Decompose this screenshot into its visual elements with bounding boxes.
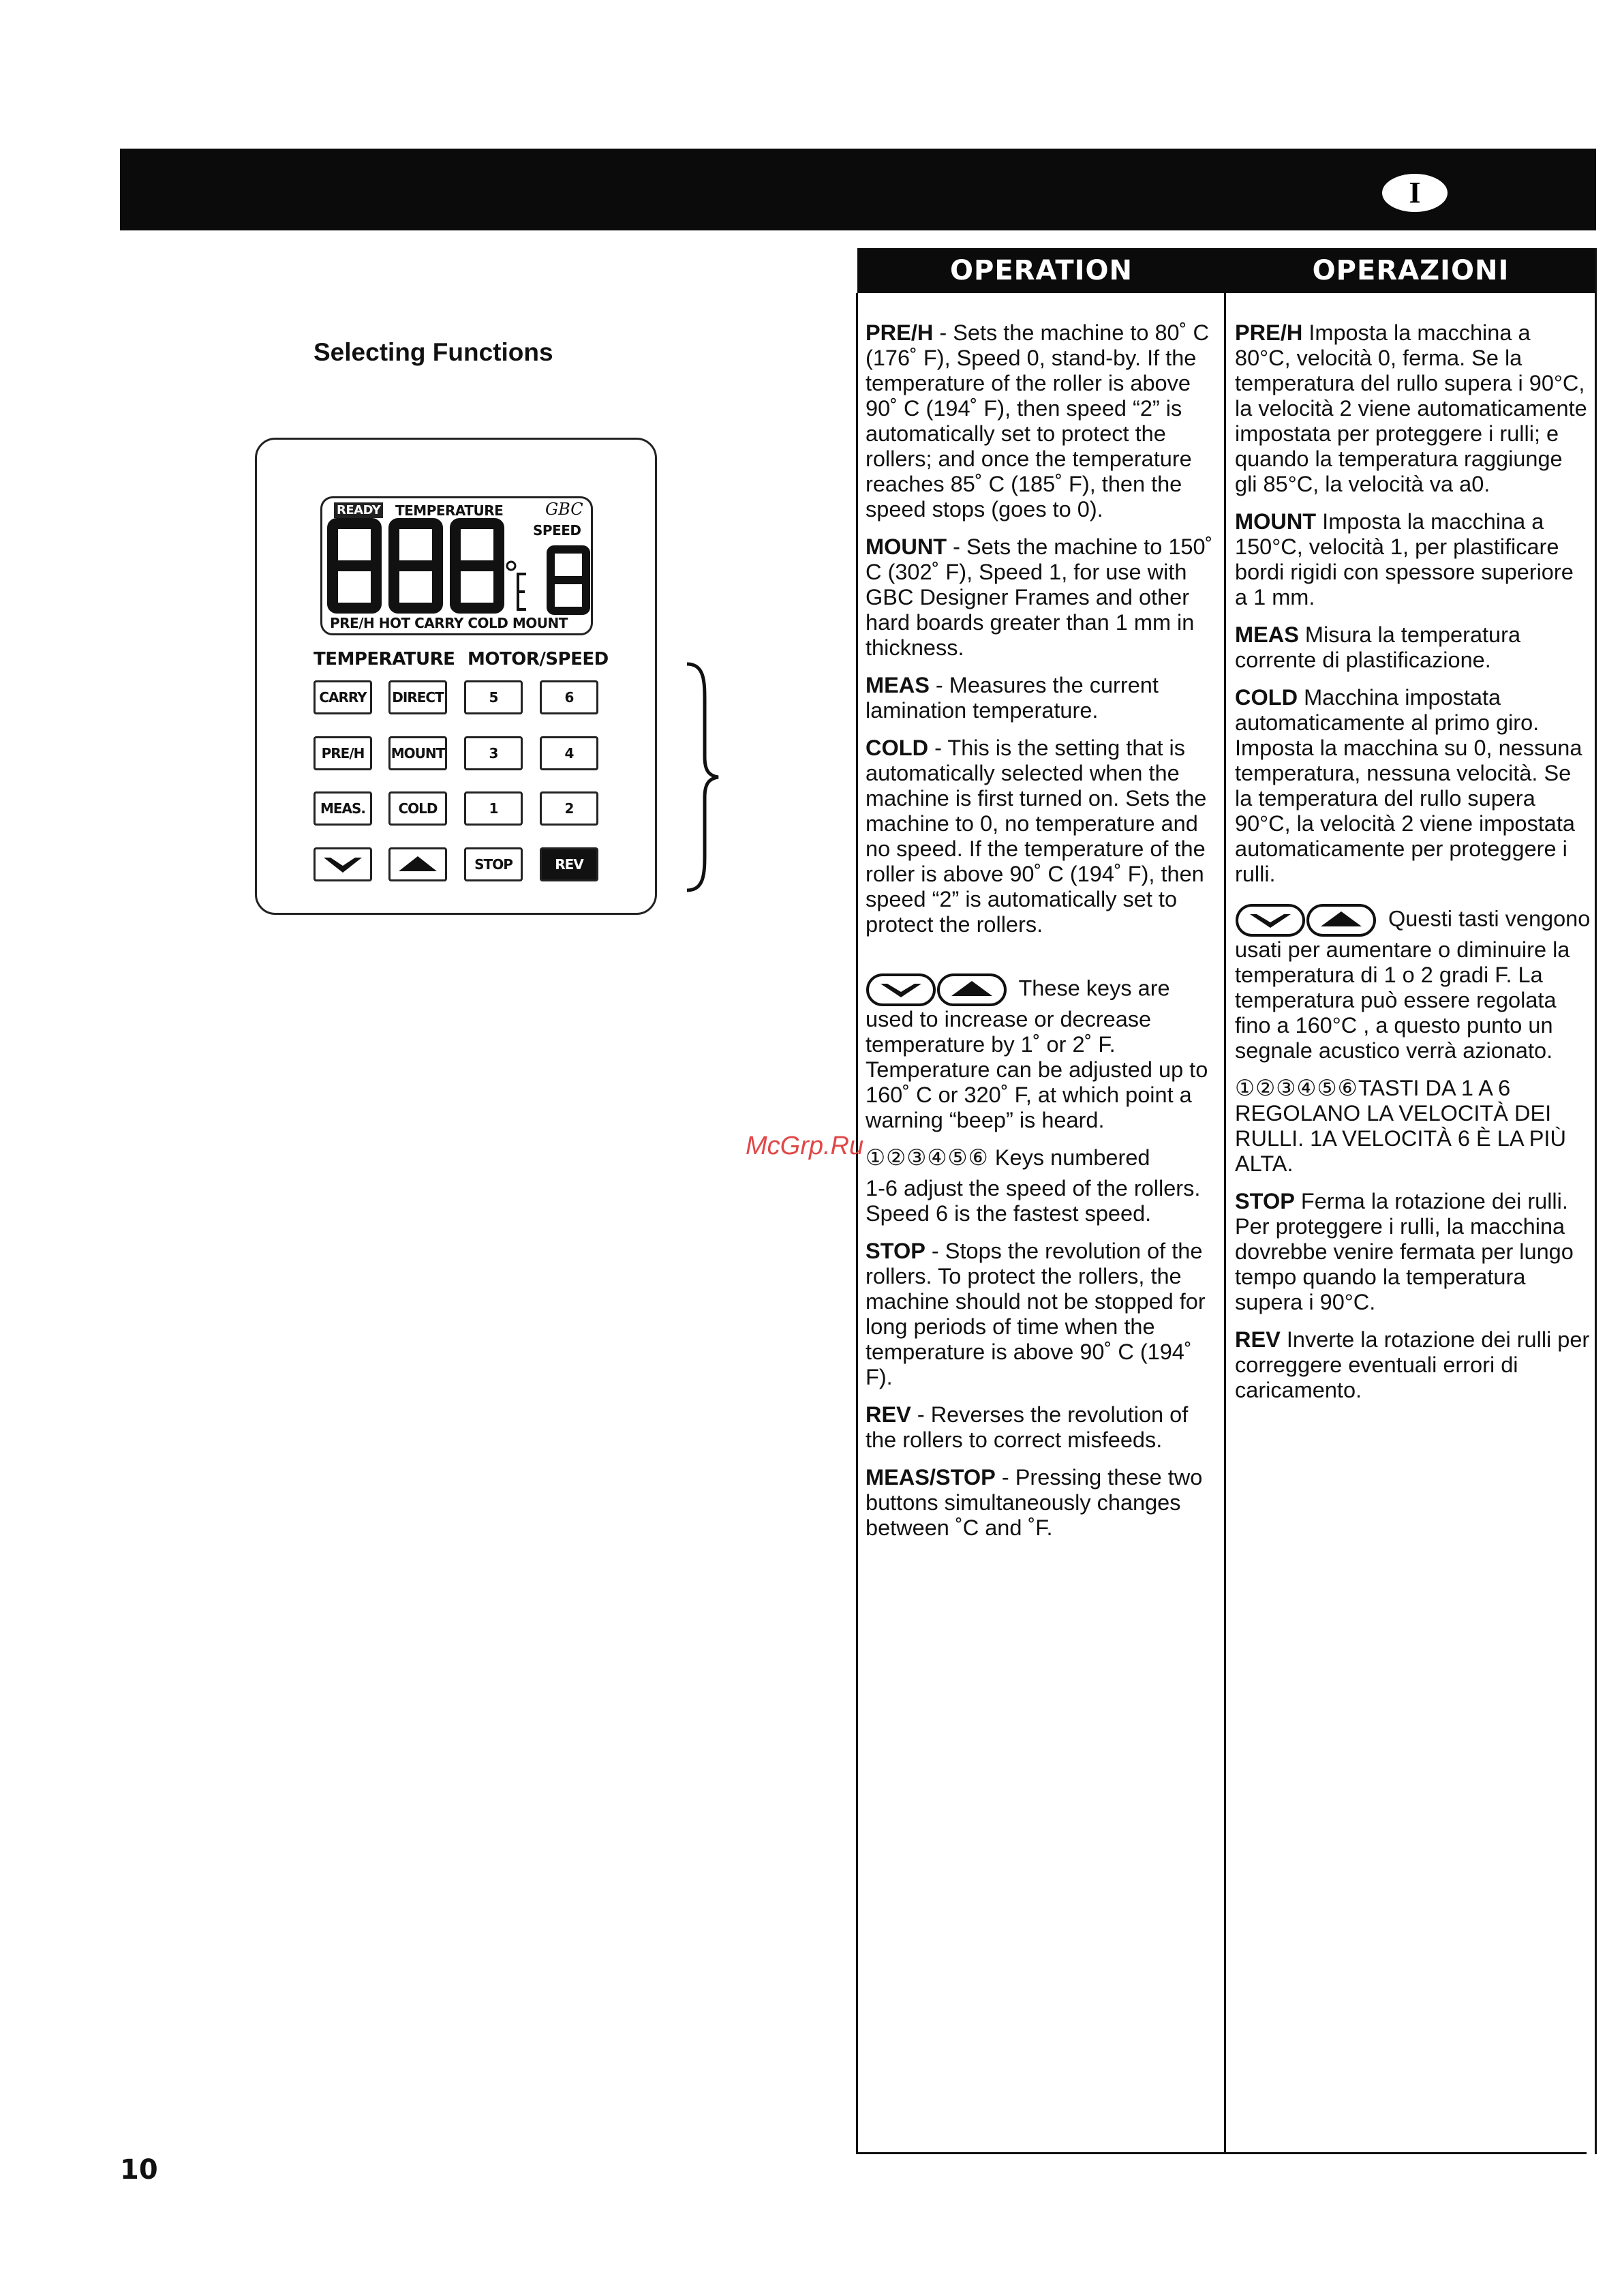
arrow-keys-icon [1235, 903, 1378, 937]
speed-3-key[interactable]: 3 [464, 736, 523, 770]
stop-key[interactable]: STOP [464, 847, 523, 881]
rev-description-it: REV Inverte la rotazione dei rulli per correggere eventuali errori di caricamento. [1235, 1327, 1590, 1402]
stop-description-it: STOP Ferma la rotazione dei rulli. Per proteggere i rulli, la macchina dovrebbe venire fermata per lungo tempo quando la temperatura supera i 90°C. [1235, 1189, 1574, 1314]
speed-6-key[interactable]: 6 [540, 680, 598, 714]
number-keys-description: ①②③④⑤⑥ Keys numbered [866, 1145, 1150, 1170]
cold-key[interactable]: COLD [388, 791, 447, 826]
table-border-middle [1224, 293, 1226, 2154]
language-badge: I [1382, 174, 1448, 212]
table-border-bottom [856, 2152, 1587, 2154]
table-border-left [856, 293, 858, 2154]
meas-description: MEAS - Measures the current lamination temperature. [866, 673, 1159, 723]
curly-brace-icon [682, 661, 722, 893]
carry-key[interactable]: CARRY [313, 680, 372, 714]
temperature-up-key[interactable] [388, 847, 447, 881]
watermark: McGrp.Ru [746, 1132, 864, 1160]
cold-description-it: COLD Macchina impostata automaticamente al primo giro. Imposta la macchina su 0, nessuna temperatura, nessuna velocità. Se la temperatura del rullo supera 90°C, la velocità 2 viene impostata automaticamente per proteggere i rulli. [1235, 685, 1582, 886]
lcd-temperature-label: TEMPERATURE [395, 502, 504, 519]
header-band [120, 149, 1596, 230]
preh-key[interactable]: PRE/H [313, 736, 372, 770]
lcd-mode-labels: PRE/H HOT CARRY COLD MOUNT [330, 615, 568, 631]
operation-column [866, 320, 1220, 1553]
table-border-right [1595, 248, 1597, 2154]
speed-5-key[interactable]: 5 [464, 680, 523, 714]
rev-key[interactable]: REV [540, 847, 598, 881]
lcd-speed-label: SPEED [533, 522, 581, 539]
lcd-ready-indicator: READY [334, 502, 383, 518]
arrow-up-icon [391, 849, 445, 879]
meas-description-it: MEAS Misura la temperatura corrente di plastificazione. [1235, 622, 1521, 672]
stop-description: STOP - Stops the revolution of the rollers. To protect the rollers, the machine should not be stopped for long periods of time when the temperature is above 90˚ C (194˚ F). [866, 1239, 1206, 1389]
temperature-down-key[interactable] [313, 847, 372, 881]
mount-description-it: MOUNT Imposta la macchina a 150°C, velocità 1, per plastificare bordi rigidi con spessore superiore a 1 mm. [1235, 509, 1574, 609]
temperature-group-label: TEMPERATURE [313, 649, 455, 669]
gbc-logo: GBC [545, 500, 583, 519]
section-title: Selecting Functions [313, 338, 553, 366]
number-keys-description-it: ①②③④⑤⑥TASTI DA 1 A 6 REGOLANO LA VELOCITÀ DEI RULLI. 1A VELOCITÀ 6 È LA PIÙ ALTA. [1235, 1076, 1566, 1176]
operazioni-column [1235, 320, 1591, 1415]
speed-1-key[interactable]: 1 [464, 791, 523, 826]
preh-description-it: PRE/H Imposta la macchina a 80°C, velocità 0, ferma. Se la temperatura del rullo supera i 90°C, la velocità 2 viene automaticamente impostata per proteggere i rulli; e quando la temperatura raggiunge gli 85°C, la velocità va a0. [1235, 320, 1587, 496]
operazioni-heading: OPERAZIONI [1225, 248, 1596, 293]
meas-stop-description: MEAS/STOP - Pressing these two buttons simultaneously changes between ˚C and ˚F. [866, 1465, 1203, 1540]
lcd-temperature-digits-icon [326, 518, 530, 615]
mount-key[interactable]: MOUNT [388, 736, 447, 770]
lcd-speed-digit-icon [545, 545, 593, 615]
number-keys-icon: ①②③④⑤⑥ [1235, 1076, 1358, 1100]
arrow-keys-icon [866, 973, 1009, 1007]
rev-description: REV - Reverses the revolution of the rollers to correct misfeeds. [866, 1402, 1189, 1452]
arrow-keys-description-it: Questi tasti vengono usati per aumentare o diminuire la temperatura di 1 o 2 gradi F. La temperatura può essere regolata fino a 160°C , a questo punto un segnale acustico verrà azionato. [1235, 903, 1591, 1063]
preh-description: PRE/H - Sets the machine to 80˚ C (176˚ F), Speed 0, stand-by. If the temperature of the roller is above 90˚ C (194˚ F), then speed “2” is automatically set to protect the rollers; and once the temperature reaches 85˚ C (185˚ F), then the speed stops (goes to 0). [866, 320, 1209, 522]
mount-description: MOUNT - Sets the machine to 150˚ C (302˚ F), Speed 1, for use with GBC Designer Frames and other hard boards greater than 1 mm in thickness. [866, 534, 1213, 660]
operation-heading: OPERATION [857, 248, 1225, 293]
cold-description: COLD - This is the setting that is automatically selected when the machine is first turned on. Sets the machine to 0, no temperature and no speed. If the temperature of the roller is above 90˚ C (194˚ F), then speed “2” is automatically set to protect the rollers. [866, 736, 1207, 937]
meas-key[interactable]: MEAS. [313, 791, 372, 826]
direct-key[interactable]: DIRECT [388, 680, 447, 714]
arrow-down-icon [316, 849, 370, 879]
page-number: 10 [120, 2154, 158, 2186]
number-keys-description-cont: 1-6 adjust the speed of the rollers. Speed 6 is the fastest speed. [866, 1176, 1201, 1226]
motor-speed-group-label: MOTOR/SPEED [468, 649, 609, 669]
number-keys-icon: ①②③④⑤⑥ [866, 1145, 989, 1170]
arrow-keys-description: These keys are used to increase or decrease temperature by 1˚ or 2˚ F. Temperature can be adjusted up to 160˚ C or 320˚ F, at which point a warning “beep” is heard. [866, 973, 1220, 1133]
speed-4-key[interactable]: 4 [540, 736, 598, 770]
speed-2-key[interactable]: 2 [540, 791, 598, 826]
